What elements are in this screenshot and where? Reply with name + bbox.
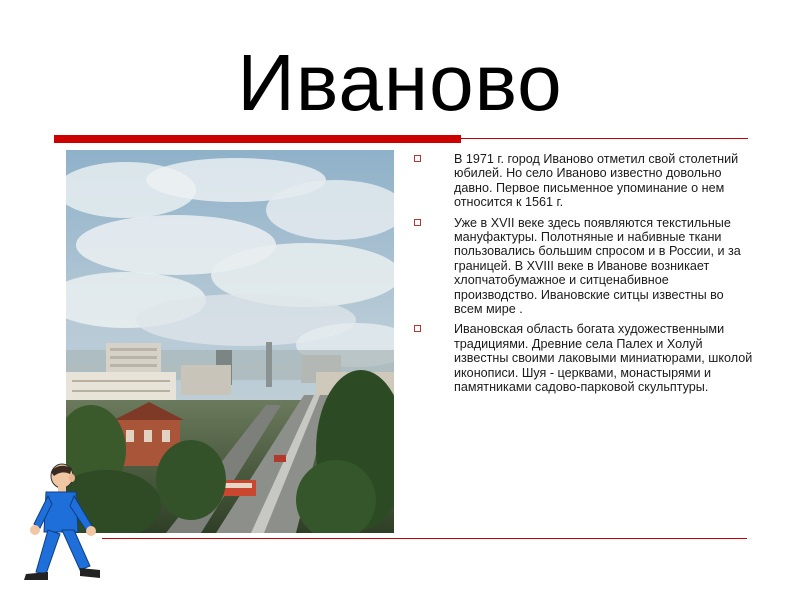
walking-man-icon — [18, 462, 110, 596]
square-bullet-icon — [414, 325, 421, 332]
bullet-text: Ивановская область богата художественными традициями. Древние села Палех и Холуй известны своими лаковыми миниатюрами, школой иконописи. Шуя - церквами, монастырями и памятниками садово-парковой скульптуры. — [454, 322, 753, 395]
square-bullet-icon — [414, 219, 421, 226]
bullet-text: Уже в XVII веке здесь появляются текстильные мануфактуры. Полотняные и набивные ткани пользовались большим спросом и в России, и за границей. В XVIII веке в Иванове возникает хлопчатобумажное и ситценабивное производство. Ивановские ситцы известны во всем мире . — [454, 215, 741, 317]
square-bullet-icon — [414, 155, 421, 162]
city-panorama-photo — [66, 150, 394, 533]
bullet-text: В 1971 г. город Иваново отметил свой столетний юбилей. Но село Иваново известно довольно давно. Первое письменное упоминание о нем относится к 1561 г. — [454, 152, 739, 210]
bullet-list — [414, 152, 754, 401]
list-item — [414, 322, 754, 394]
footer-divider — [102, 538, 747, 539]
list-item — [414, 152, 754, 210]
title-divider-thick — [54, 135, 461, 143]
slide-title: Иваново — [237, 38, 563, 127]
list-item — [414, 216, 754, 317]
